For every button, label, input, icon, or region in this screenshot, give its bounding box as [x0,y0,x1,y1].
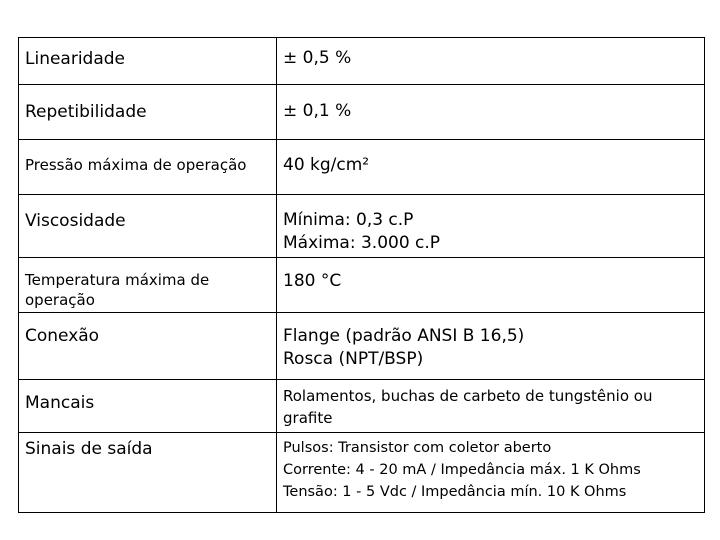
spec-value-viscosity-min: Mínima: 0,3 c.P [283,210,414,230]
spec-value-bearings: Rolamentos, buchas de carbeto de tungstênio ou grafite [283,387,653,427]
spec-value-viscosity-max: Máxima: 3.000 c.P [283,233,441,253]
row-value-cell [277,380,705,433]
row-label-cell [19,433,277,513]
row-value-cell [277,313,705,380]
row-value-cell [277,85,705,140]
spec-value-repeatability: ± 0,1 % [283,101,352,121]
row-label-cell [19,85,277,140]
spec-label-viscosity: Viscosidade [25,211,126,231]
row-value-cell [277,140,705,195]
spec-label-max-temperature: Temperatura máxima de operação [25,271,210,309]
row-value-cell [277,38,705,85]
table-row [19,85,705,140]
spec-value-max-pressure: 40 kg/cm² [283,155,370,175]
row-value-cell [277,195,705,258]
table-row [19,195,705,258]
spec-label-connection: Conexão [25,326,100,346]
row-label-cell [19,195,277,258]
row-label-cell [19,38,277,85]
table-row [19,313,705,380]
specification-table [18,37,705,513]
spec-value-connection-thread: Rosca (NPT/BSP) [283,349,424,369]
spec-value-linearity: ± 0,5 % [283,48,352,68]
table-row [19,258,705,313]
spec-label-max-pressure: Pressão máxima de operação [25,156,247,174]
spec-value-output-pulses: Pulsos: Transistor com coletor aberto [283,440,552,456]
row-value-cell [277,258,705,313]
spec-value-connection-flange: Flange (padrão ANSI B 16,5) [283,326,525,346]
spec-label-linearity: Linearidade [25,49,126,69]
spec-label-repeatability: Repetibilidade [25,102,147,122]
row-value-cell [277,433,705,513]
row-label-cell [19,140,277,195]
spec-label-bearings: Mancais [25,393,95,413]
row-label-cell [19,380,277,433]
spec-value-output-current: Corrente: 4 - 20 mA / Impedância máx. 1 K Ohms [283,462,641,478]
table-row [19,433,705,513]
row-label-cell [19,258,277,313]
spec-value-max-temperature: 180 °C [283,271,342,291]
table-row [19,140,705,195]
table-row [19,38,705,85]
spec-label-output-signals: Sinais de saída [25,439,153,459]
table-row [19,380,705,433]
row-label-cell [19,313,277,380]
spec-value-output-voltage: Tensão: 1 - 5 Vdc / Impedância mín. 10 K Ohms [283,484,627,500]
